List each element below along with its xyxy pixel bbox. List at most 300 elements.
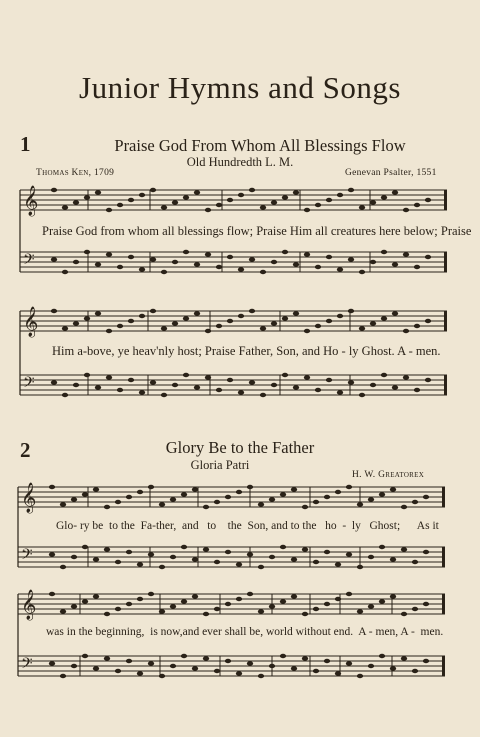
note-head [238,314,244,318]
note-head [335,597,341,601]
note-head [183,195,189,199]
note-head [271,321,277,325]
note-head [225,495,231,499]
note-head [181,545,187,549]
note-head [161,270,167,274]
note-head [324,495,330,499]
note-head [203,547,209,551]
note-head [335,562,341,566]
note-head [51,380,57,384]
note-head [260,326,266,330]
end-bar [444,311,447,331]
note-head [302,612,308,616]
lyrics-line: Him a-bove, ye heav'nly host; Praise Father, Son, and Ho - ly Ghost. A - men. [52,344,441,358]
note-head [381,373,387,377]
note-head [368,604,374,608]
note-head [390,666,396,670]
note-head [247,592,253,596]
note-head [161,326,167,330]
hymn-composer: Genevan Psalter, 1551 [345,168,437,178]
note-head [227,378,233,382]
note-head [258,565,264,569]
note-head [414,203,420,207]
hymn-subtitle: Gloria Patri [190,458,250,472]
note-head [104,547,110,551]
note-head [271,200,277,204]
note-head [326,378,332,382]
note-head [60,565,66,569]
note-head [106,375,112,379]
note-head [115,560,121,564]
note-head [84,195,90,199]
note-head [348,188,354,192]
note-head [216,265,222,269]
note-head [291,594,297,598]
note-head [238,390,244,394]
note-head [370,200,376,204]
note-head [137,490,143,494]
note-head [117,265,123,269]
note-head [104,656,110,660]
note-head [214,500,220,504]
note-head [126,495,132,499]
note-head [368,497,374,501]
note-head [302,547,308,551]
note-head [401,505,407,509]
note-head [280,599,286,603]
note-head [293,311,299,315]
note-head [324,550,330,554]
note-head [280,654,286,658]
note-head [304,208,310,212]
note-head [260,270,266,274]
note-head [346,552,352,556]
note-head [337,267,343,271]
note-head [84,373,90,377]
note-head [315,203,321,207]
note-head [357,502,363,506]
note-head [93,666,99,670]
note-head [412,500,418,504]
note-head [51,257,57,261]
end-bar [444,190,447,210]
hymn-composer: H. W. Greatorex [352,470,425,480]
note-head [181,492,187,496]
note-head [73,200,79,204]
note-head [73,383,79,387]
bass-clef: 𝄢 [21,655,33,676]
note-head [172,200,178,204]
note-head [148,552,154,556]
note-head [280,545,286,549]
note-head [313,500,319,504]
note-head [403,252,409,256]
note-head [205,252,211,256]
note-head [346,592,352,596]
note-head [95,190,101,194]
note-head [128,255,134,259]
note-head [249,309,255,313]
note-head [359,270,365,274]
note-head [62,270,68,274]
note-head [216,388,222,392]
note-head [260,205,266,209]
note-head [49,661,55,665]
note-head [414,388,420,392]
note-head [93,487,99,491]
note-head [183,316,189,320]
note-head [214,607,220,611]
bass-clef: 𝄢 [23,251,35,272]
note-head [269,664,275,668]
hymn-author: Thomas Ken, 1709 [36,168,115,178]
note-head [326,198,332,202]
note-head [238,193,244,197]
note-head [71,555,77,559]
note-head [313,607,319,611]
note-head [192,557,198,561]
note-head [247,661,253,665]
note-head [139,193,145,197]
page-title: Junior Hymns and Songs [79,70,401,105]
note-head [271,383,277,387]
note-head [126,602,132,606]
note-head [423,602,429,606]
note-head [337,193,343,197]
note-head [247,552,253,556]
note-head [95,311,101,315]
end-bar [442,656,445,676]
note-head [126,550,132,554]
end-bar [444,252,447,272]
note-head [106,329,112,333]
note-head [293,190,299,194]
note-head [137,562,143,566]
note-head [346,485,352,489]
note-head [379,599,385,603]
note-head [269,497,275,501]
treble-clef: 𝄞 [21,483,37,513]
note-head [293,385,299,389]
note-head [203,505,209,509]
note-head [192,594,198,598]
hymn-number: 2 [20,438,31,462]
note-head [236,597,242,601]
note-head [60,502,66,506]
treble-clef: 𝄞 [23,307,39,337]
note-head [414,265,420,269]
note-head [60,609,66,613]
note-head [304,329,310,333]
note-head [291,487,297,491]
note-head [73,260,79,264]
note-head [258,502,264,506]
note-head [293,262,299,266]
note-head [392,385,398,389]
lyrics-line: Praise God from whom all blessings flow; Praise Him all creatures here below; Praise [42,224,472,238]
note-head [71,664,77,668]
note-head [106,208,112,212]
note-head [161,205,167,209]
end-bar [442,594,445,614]
note-head [313,669,319,673]
note-head [205,329,211,333]
note-head [82,654,88,658]
note-head [326,319,332,323]
note-head [62,393,68,397]
note-head [423,659,429,663]
note-head [227,255,233,259]
note-head [282,316,288,320]
note-head [381,195,387,199]
treble-clef: 𝄞 [21,590,37,620]
bass-clef: 𝄢 [23,374,35,395]
end-bar [444,375,447,395]
note-head [337,314,343,318]
note-head [390,487,396,491]
note-head [282,373,288,377]
note-head [379,492,385,496]
note-head [227,198,233,202]
note-head [170,497,176,501]
note-head [117,388,123,392]
note-head [335,490,341,494]
note-head [348,257,354,261]
note-head [238,267,244,271]
note-head [249,380,255,384]
end-bar [442,487,445,507]
note-head [403,375,409,379]
note-head [192,487,198,491]
note-head [159,502,165,506]
note-head [425,198,431,202]
note-head [359,393,365,397]
note-head [137,671,143,675]
note-head [214,560,220,564]
note-head [412,669,418,673]
note-head [324,659,330,663]
note-head [315,388,321,392]
note-head [139,267,145,271]
note-head [291,666,297,670]
note-head [51,309,57,313]
note-head [49,485,55,489]
note-head [216,324,222,328]
note-head [172,383,178,387]
note-head [425,255,431,259]
note-head [139,390,145,394]
note-head [170,555,176,559]
note-head [401,547,407,551]
note-head [313,560,319,564]
note-head [192,666,198,670]
note-head [194,190,200,194]
note-head [203,656,209,660]
note-head [203,612,209,616]
note-head [423,495,429,499]
note-head [51,188,57,192]
note-head [392,311,398,315]
note-head [403,208,409,212]
note-head [236,562,242,566]
note-head [62,326,68,330]
note-head [425,319,431,323]
note-head [359,205,365,209]
note-head [249,188,255,192]
note-head [117,324,123,328]
note-head [170,664,176,668]
note-head [150,257,156,261]
note-head [93,594,99,598]
note-head [104,612,110,616]
note-head [379,654,385,658]
note-head [128,319,134,323]
note-head [95,385,101,389]
note-head [368,555,374,559]
note-head [390,594,396,598]
note-head [315,265,321,269]
note-head [370,321,376,325]
note-head [304,252,310,256]
hymn-title: Glory Be to the Father [165,438,315,457]
note-head [249,257,255,261]
note-head [337,390,343,394]
note-head [381,250,387,254]
note-head [225,602,231,606]
note-head [95,262,101,266]
note-head [412,607,418,611]
note-head [150,188,156,192]
note-head [73,321,79,325]
note-head [205,208,211,212]
note-head [148,661,154,665]
note-head [161,393,167,397]
note-head [381,316,387,320]
note-head [71,604,77,608]
note-head [115,669,121,673]
note-head [348,309,354,313]
note-head [194,311,200,315]
note-head [357,565,363,569]
note-head [170,604,176,608]
note-head [126,659,132,663]
note-head [128,198,134,202]
note-head [282,250,288,254]
note-head [346,661,352,665]
note-head [302,656,308,660]
note-head [370,383,376,387]
hymn-title: Praise God From Whom All Blessings Flow [114,136,406,155]
note-head [247,485,253,489]
note-head [159,565,165,569]
note-head [412,560,418,564]
note-head [425,378,431,382]
note-head [302,505,308,509]
note-head [62,205,68,209]
note-head [137,597,143,601]
note-head [423,550,429,554]
note-head [269,555,275,559]
note-head [225,659,231,663]
note-head [304,375,310,379]
note-head [214,669,220,673]
lyrics-line: was in the beginning, is now,and ever shall be, world without end. A - men, A - men. [46,626,444,638]
note-head [148,485,154,489]
note-head [401,656,407,660]
note-head [401,612,407,616]
note-head [93,557,99,561]
note-head [49,552,55,556]
note-head [414,324,420,328]
note-head [150,309,156,313]
note-head [324,602,330,606]
note-head [269,604,275,608]
note-head [49,592,55,596]
note-head [282,195,288,199]
note-head [315,324,321,328]
note-head [159,674,165,678]
note-head [392,262,398,266]
note-head [82,545,88,549]
note-head [194,262,200,266]
note-head [225,550,231,554]
note-head [183,373,189,377]
note-head [368,664,374,668]
note-head [260,393,266,397]
note-head [84,250,90,254]
note-head [357,674,363,678]
note-head [291,557,297,561]
end-bar [442,547,445,567]
bass-clef: 𝄢 [21,546,33,567]
note-head [236,671,242,675]
note-head [335,671,341,675]
note-head [172,321,178,325]
note-head [236,490,242,494]
hymn-subtitle: Old Hundredth L. M. [186,155,294,169]
note-head [403,329,409,333]
note-head [194,385,200,389]
note-head [84,316,90,320]
note-head [106,252,112,256]
note-head [357,609,363,613]
note-head [258,609,264,613]
note-head [390,557,396,561]
note-head [227,319,233,323]
note-head [370,260,376,264]
note-head [181,599,187,603]
note-head [117,203,123,207]
note-head [159,609,165,613]
note-head [60,674,66,678]
note-head [271,260,277,264]
note-head [82,492,88,496]
note-head [71,497,77,501]
note-head [348,380,354,384]
note-head [183,250,189,254]
note-head [216,203,222,207]
note-head [392,190,398,194]
lyrics-line: Glo- ry be to the Fa-ther, and to the Son, and to the ho - ly Ghost; As it [56,520,439,532]
note-head [104,505,110,509]
note-head [280,492,286,496]
note-head [181,654,187,658]
note-head [205,375,211,379]
note-head [148,592,154,596]
note-head [128,378,134,382]
note-head [172,260,178,264]
note-head [326,255,332,259]
